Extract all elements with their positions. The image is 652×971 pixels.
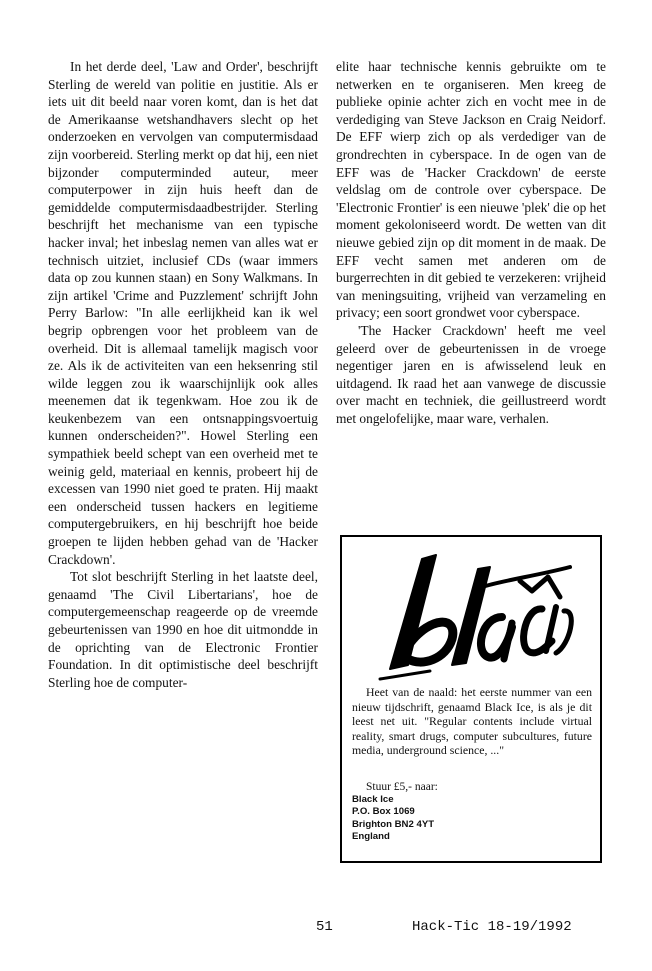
black-ice-advertisement [340, 535, 602, 863]
publication-info: Hack-Tic 18-19/1992 [412, 919, 572, 935]
address-line: Brighton BN2 4YT [352, 818, 435, 830]
right-column [336, 58, 606, 427]
black-ice-logo [370, 547, 576, 685]
page-number: 51 [316, 919, 333, 935]
ad-address-block [352, 781, 438, 844]
logo-text: blackice [471, 683, 475, 684]
address-line: Black Ice [352, 793, 394, 805]
right-paragraph-1: elite haar technische kennis gebruikte om te netwerken en te organiseren. Men kreeg de publieke opinie achter zich en vocht mee in de verdediging van Steve Jackson en Craig Neidorf. De EFF wierp zich op als verdediger van de grondrechten in cyberspace. In de ogen van de EFF was de 'Hacker Crackdown' de eerste veldslag om de controle over cyberspace. De 'Electronic Frontier' is een nieuwe 'plek' die op het moment gekoloniseerd wordt. De wetten van dit nieuwe gebied zijn op dit moment in de maak. De EFF vecht samen met anderen om de burgerrechten in dit gebied te verzekeren: vrijheid van meningsuiting, vrijheid van verzameling en privacy; een soort grondwet voor cyberspace. [336, 59, 606, 321]
left-column [48, 58, 318, 691]
ad-description-block [352, 685, 592, 758]
address-line: England [352, 831, 390, 843]
left-paragraph-1: In het derde deel, 'Law and Order', beschrijft Sterling de wereld van politie en justitie. Als er iets uit dit beeld naar voren komt, dan is het dat de Amerikaanse wetshandhavers slecht op het onderzoeken en vervolgen van computermisdaad zijn voorbereid. Sterling merkt op dat hij, een niet bijzonder computerminded auteur, meer computerpower in zijn huis heeft dan de gemiddelde computermisdaadbestrijder. Sterling beschrijft het mechanisme van een typische hacker inval; het inbeslag nemen van alles wat er technisch uitziet, inclusief CDs (waar immers data op zou kunnen staan) en Sony Walkmans. In zijn artikel 'Crime and Puzzlement' schrijft John Perry Barlow: "In alle eerlijkheid kan ik wel begrip opbrengen voor het probleem van de overheid. Dit is allemaal tamelijk magisch voor ze. Als ik de activiteiten van een heksenring stil wilde leggen zou ik waarschijnlijk ook alles meenemen dat ik tegenkwam. Hoe zou ik de keukenbezem van een ontsnappingsvoertuig kunnen onderscheiden?". Howel Sterling een sympathiek beeld schept van een overheid met te weinig geld, materiaal en kennis, probeert hij de excessen van 1990 niet goed te praten. Hij maakt een onderscheid tussen hackers en legitieme computergebruikers, en hij beschrijft hoe beide groepen te lijden hebben gehad van de 'Hacker Crackdown'. [48, 59, 318, 567]
address-line: P.O. Box 1069 [352, 806, 415, 818]
right-paragraph-2: 'The Hacker Crackdown' heeft me veel geleerd over de gebeurtenissen in de vroege negentiger jaren en is afwisselend leuk en uitdagend. Ik raad het aan vanwege de discussie over macht en techniek, die geillustreerd wordt met ongelofelijke, maar ware, verhalen. [336, 322, 606, 426]
left-paragraph-2: Tot slot beschrijft Sterling in het laatste deel, genaamd 'The Civil Libertarians', hoe de computergemeenschap reageerde op de vreemde gebeurtenissen van 1990 en hoe dit uitmondde in de oprichting van de Electronic Frontier Foundation. In dit optimistische deel beschrijft Sterling hoe de computer- [48, 569, 318, 690]
ad-description: Heet van de naald: het eerste nummer van een nieuw tijdschrift, genaamd Black Ice, is als je dit leest net uit. "Regular contents include virtual reality, smart drugs, computer subcultures, future media, underground science, ..." [352, 685, 592, 758]
ad-price: Stuur £5,- naar: [366, 781, 438, 793]
